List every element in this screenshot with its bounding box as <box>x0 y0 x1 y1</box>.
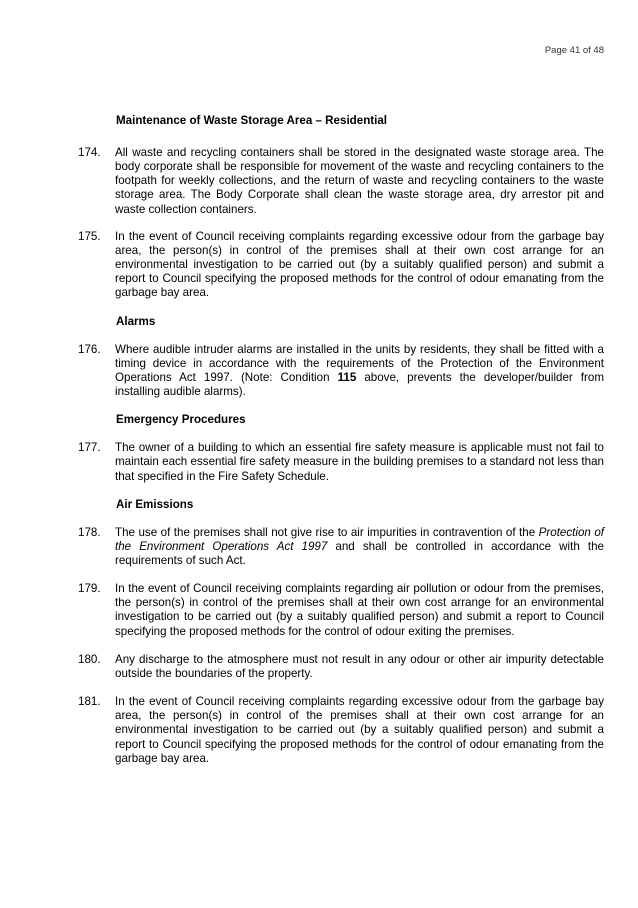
condition-text-part: and shall be controlled in accordance with the requirements of such Act. <box>115 539 604 567</box>
condition-text: In the event of Council receiving complaints regarding excessive odour from the garbage bay area, the person(s) in control of the premises shall at their own cost arrange for an environmental investigation to be carried out (by a suitably qualified person) and submit a report to Council specifying the proposed methods for the control of odour emanating from the garbage bay area. <box>115 695 604 765</box>
condition-text: The owner of a building to which an essential fire safety measure is applicable must not fail to maintain each essential fire safety measure in the building premises to a standard not less than that specified in the Fire Safety Schedule. <box>115 441 604 483</box>
condition-177 <box>78 441 604 483</box>
condition-179 <box>78 582 604 639</box>
condition-number: 174. <box>78 146 101 159</box>
condition-number: 176. <box>78 342 101 356</box>
condition-reference: 115 <box>337 370 357 384</box>
condition-text: Any discharge to the atmosphere must not result in any odour or other air impurity detectable outside the boundaries of the property. <box>115 652 604 680</box>
condition-number: 177. <box>78 441 101 455</box>
act-title: Protection of the Environment Operations Act 1997 <box>115 525 605 553</box>
condition-number: 178. <box>78 525 101 539</box>
condition-174 <box>78 146 604 217</box>
condition-text-part: Where audible intruder alarms are installed in the units by residents, they shall be fitted with a timing device in accordance with the requirements of the Protection of the Environment Operations Act 1997. (Note: Condition <box>115 342 604 384</box>
condition-text-part: above, prevents the developer/builder from installing audible alarms). <box>115 370 604 399</box>
condition-178 <box>78 526 604 568</box>
condition-number: 179. <box>78 582 101 596</box>
heading-waste-storage: Maintenance of Waste Storage Area – Residential <box>116 114 388 127</box>
page-number: Page 41 of 48 <box>544 45 604 56</box>
condition-176 <box>78 343 604 400</box>
condition-text <box>115 343 604 400</box>
heading-air-emissions: Air Emissions <box>116 497 194 511</box>
condition-text: In the event of Council receiving complaints regarding air pollution or odour from the premises, the person(s) in control of the premises shall at their own cost arrange for an environmental investigation to be carried out (by a suitably qualified person) and submit a report to Council specifying the proposed methods for the control of odour exiting the premises. <box>115 582 604 638</box>
condition-number: 175. <box>78 229 101 243</box>
condition-175 <box>78 230 604 301</box>
condition-text <box>115 526 604 568</box>
condition-number: 180. <box>78 652 101 666</box>
condition-180 <box>78 653 604 681</box>
condition-text: In the event of Council receiving complaints regarding excessive odour from the garbage bay area, the person(s) in control of the premises shall at their own cost arrange for an environmental investigation to be carried out (by a suitably qualified person) and submit a report to Council specifying the proposed methods for the control of odour emanating from the garbage bay area. <box>115 229 604 300</box>
condition-number: 181. <box>78 695 101 709</box>
condition-text-part: The use of the premises shall not give rise to air impurities in contravention of the <box>115 525 539 539</box>
document-body <box>78 114 604 766</box>
condition-text: All waste and recycling containers shall be stored in the designated waste storage area. The body corporate shall be responsible for movement of the waste and recycling containers to the footpath for weekly collections, and the return of waste and recycling containers to the waste storage area. The Body Corporate shall clean the waste storage area, dry arrestor pit and waste collection containers. <box>115 146 604 216</box>
heading-alarms: Alarms <box>116 314 156 328</box>
heading-emergency-procedures: Emergency Procedures <box>116 413 246 427</box>
condition-181 <box>78 695 604 766</box>
